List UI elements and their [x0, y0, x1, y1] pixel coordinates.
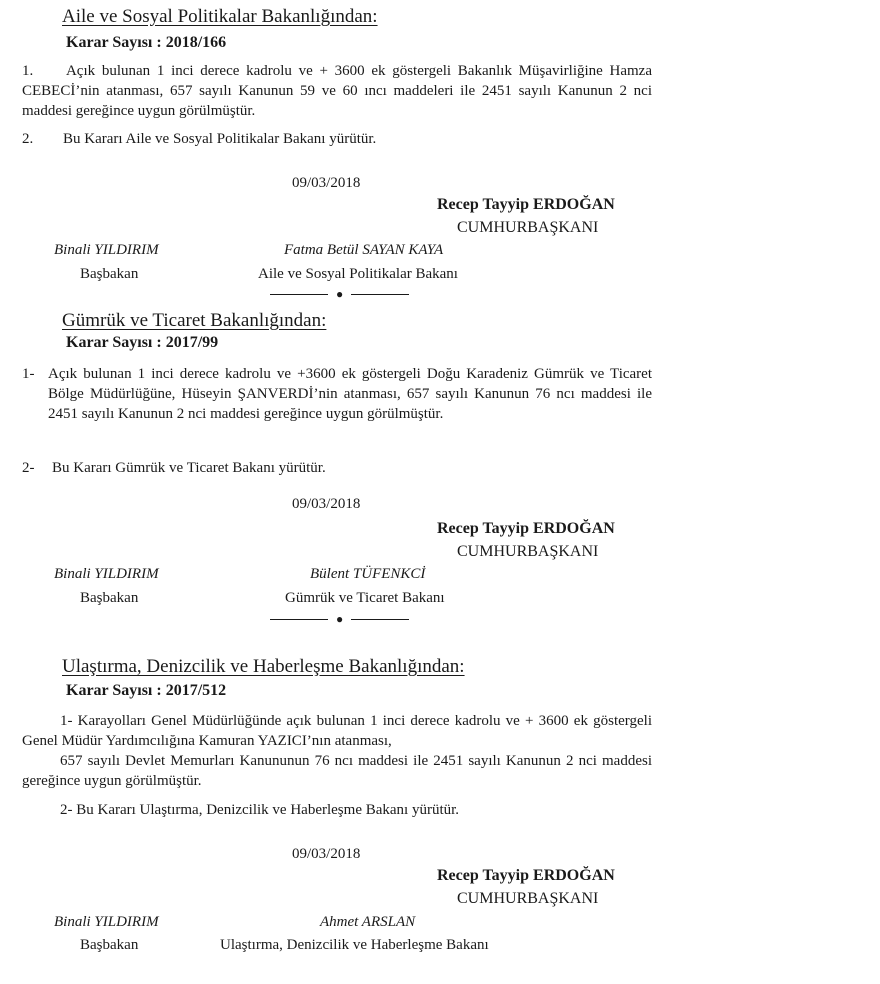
- signer-role: Gümrük ve Ticaret Bakanı: [285, 590, 445, 606]
- ministry-heading: Gümrük ve Ticaret Bakanlığından:: [62, 310, 327, 331]
- article-2: [22, 458, 652, 478]
- article-1: 1- Karayolları Genel Müdürlüğünde açık bulunan 1 inci derece kadrolu ve + 3600 ek göstergeli Genel Müdür Yardımcılığına Kamuran YAZICI’nın atanması,: [22, 713, 652, 749]
- article-2: [22, 129, 652, 149]
- signer-role: Aile ve Sosyal Politikalar Bakanı: [258, 266, 458, 282]
- article-text: Bu Kararı Aile ve Sosyal Politikalar Bakanı yürütür.: [63, 131, 377, 147]
- president-title: CUMHURBAŞKANI: [457, 543, 599, 560]
- article-1-continued: 657 sayılı Devlet Memurları Kanununun 76 ncı maddesi ile 2451 sayılı Kanunun 2 nci maddesi gereğince uygun görülmüştür.: [22, 753, 652, 789]
- article-number: 1-: [22, 366, 35, 382]
- signer-name: Binali YILDIRIM: [54, 914, 159, 930]
- president-title: CUMHURBAŞKANI: [457, 890, 599, 907]
- signer-role: Ulaştırma, Denizcilik ve Haberleşme Bakanı: [220, 937, 489, 953]
- signer-name: Bülent TÜFENKCİ: [310, 566, 426, 582]
- president-name: Recep Tayyip ERDOĞAN: [437, 867, 615, 884]
- president-title: CUMHURBAŞKANI: [457, 219, 599, 236]
- ministry-heading: Ulaştırma, Denizcilik ve Haberleşme Bakanlığından:: [62, 656, 465, 677]
- decision-date: 09/03/2018: [292, 846, 361, 862]
- decision-number: Karar Sayısı : 2017/99: [66, 334, 219, 351]
- signer-role: Başbakan: [80, 937, 139, 953]
- article-number: 1.: [22, 63, 34, 79]
- president-name: Recep Tayyip ERDOĞAN: [437, 196, 615, 213]
- article-text: Bu Kararı Gümrük ve Ticaret Bakanı yürütür.: [52, 460, 326, 476]
- article-1: [22, 364, 652, 424]
- signer-name: Binali YILDIRIM: [54, 566, 159, 582]
- decision-date: 09/03/2018: [292, 175, 361, 191]
- article-text: Açık bulunan 1 inci derece kadrolu ve +3600 ek göstergeli Doğu Karadeniz Gümrük ve Ticaret Bölge Müdürlüğüne, Hüseyin ŞANVERDİ’nin atanması, 657 sayılı Kanunun 76 ncı maddesi ile 2451 sayılı Kanunun 2 nci maddesi gereğince uygun görülmüştür.: [48, 366, 652, 422]
- decision-number: Karar Sayısı : 2018/166: [66, 34, 227, 51]
- article-number: 2-: [22, 460, 35, 476]
- decision-date: 09/03/2018: [292, 496, 361, 512]
- article-text: Açık bulunan 1 inci derece kadrolu ve + 3600 ek göstergeli Bakanlık Müşavirliğine Hamza CEBECİ’nin atanması, 657 sayılı Kanunun 59 ve 60 ıncı maddeleri ile 2451 sayılı Kanunun 2 nci maddesi gereğince uygun görülmüştür.: [22, 63, 652, 119]
- article-number: 2.: [22, 131, 34, 147]
- section-separator: ●: [270, 289, 409, 299]
- signer-role: Başbakan: [80, 590, 139, 606]
- article-2: 2- Bu Kararı Ulaştırma, Denizcilik ve Haberleşme Bakanı yürütür.: [60, 802, 460, 818]
- ministry-heading: Aile ve Sosyal Politikalar Bakanlığından:: [62, 6, 378, 27]
- article-1: [22, 61, 652, 121]
- president-name: Recep Tayyip ERDOĞAN: [437, 520, 615, 537]
- signer-role: Başbakan: [80, 266, 139, 282]
- signer-name: Fatma Betül SAYAN KAYA: [284, 242, 444, 258]
- decision-number: Karar Sayısı : 2017/512: [66, 682, 227, 699]
- section-separator: ●: [270, 614, 409, 624]
- signer-name: Ahmet ARSLAN: [320, 914, 416, 930]
- signer-name: Binali YILDIRIM: [54, 242, 159, 258]
